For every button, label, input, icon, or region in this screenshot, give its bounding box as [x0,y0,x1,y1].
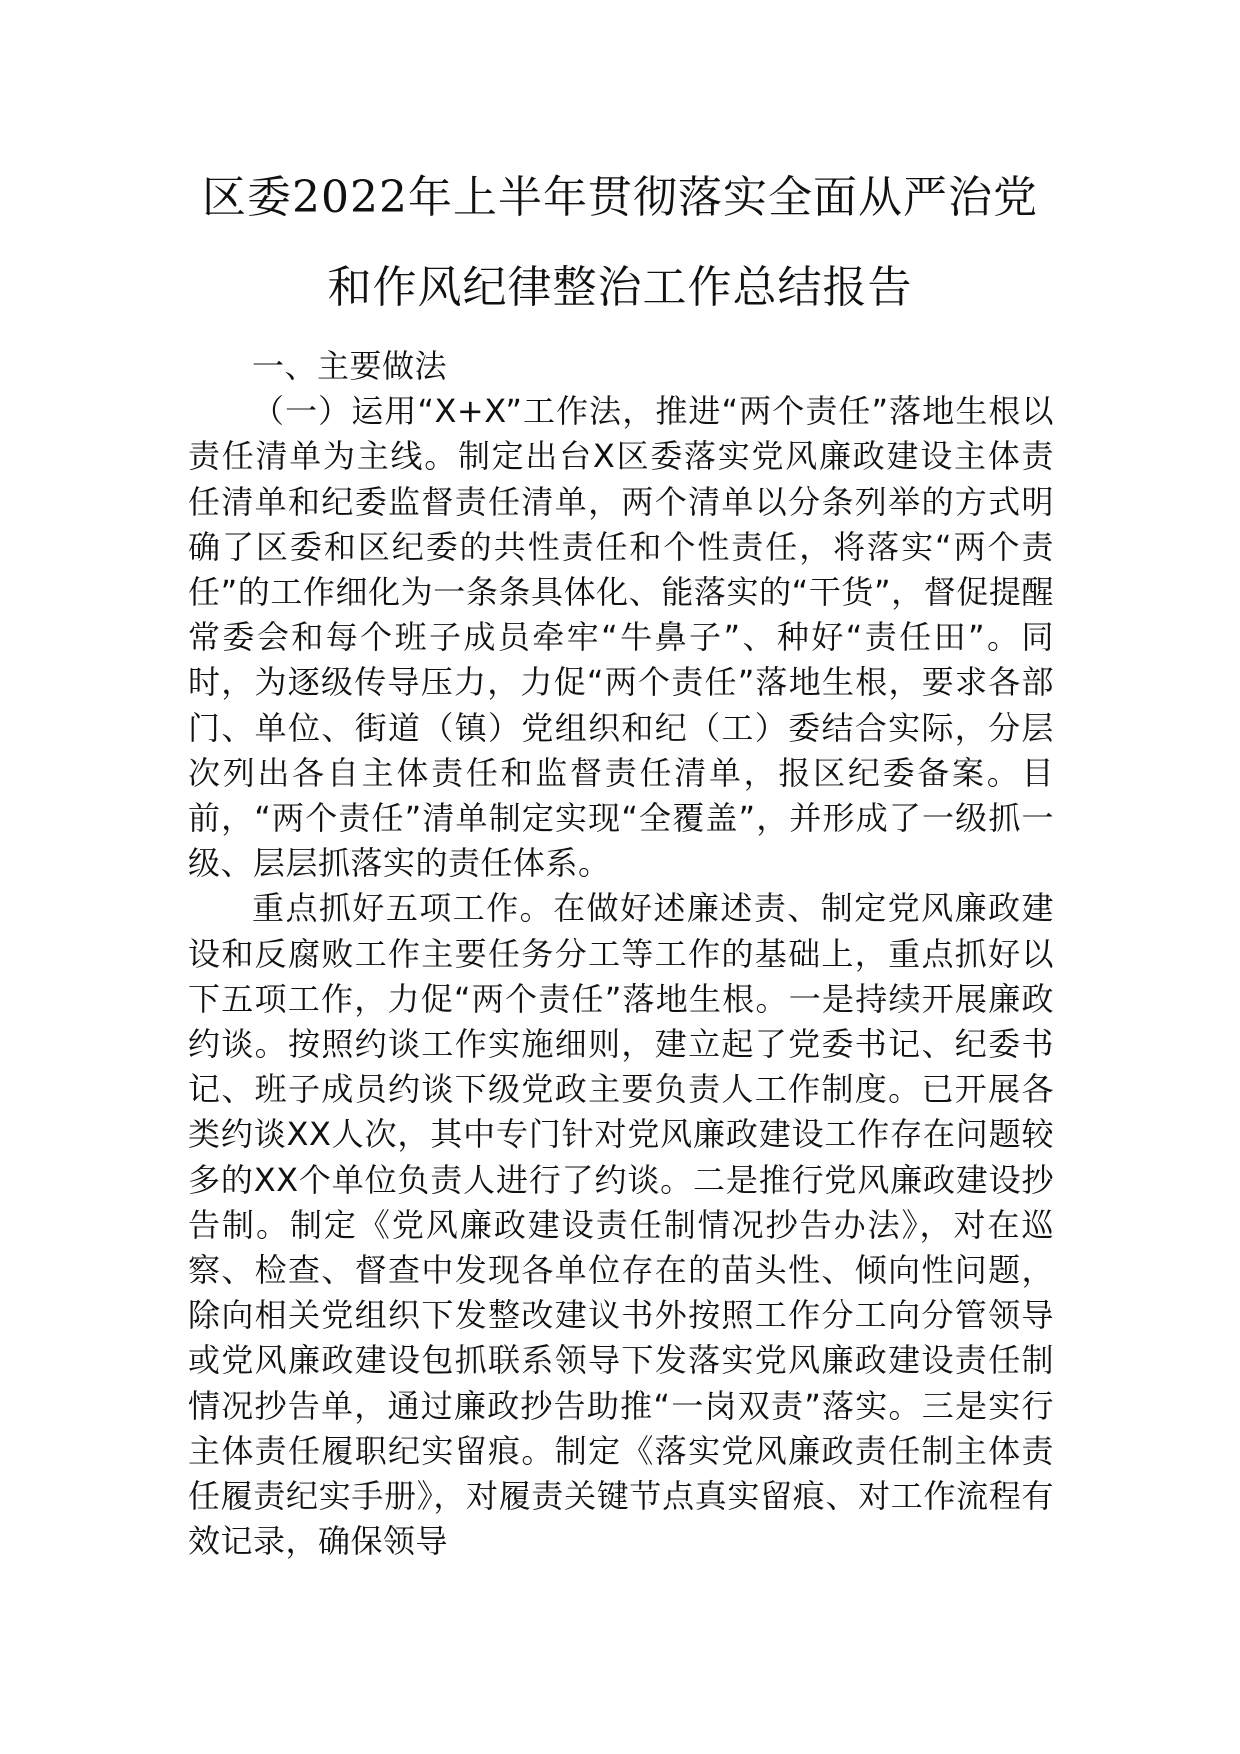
section-heading: 一、主要做法 [252,347,448,385]
paragraph: （一）运用“X+X”工作法，推进“两个责任”落地生根以责任清单为主线。制定出台X区委落实党风廉政建设主体责任清单和纪委监督责任清单，两个清单以分条列举的方式明确了区委和区纪委的共性责任和个性责任，将落实“两个责任”的工作细化为一条条具体化、能落实的“干货”，督促提醒常委会和每个班子成员牵牢“牛鼻子”、种好“责任田”。同时，为逐级传导压力，力促“两个责任”落地生根，要求各部门、单位、街道（镇）党组织和纪（工）委结合实际，分层次列出各自主体责任和监督责任清单，报区纪委备案。目前，“两个责任”清单制定实现“全覆盖”，并形成了一级抓一级、层层抓落实的责任体系。 [188,392,1054,883]
document-body [188,344,1054,1564]
paragraph: 重点抓好五项工作。在做好述廉述责、制定党风廉政建设和反腐败工作主要任务分工等工作的基础上，重点抓好以下五项工作，力促“两个责任”落地生根。一是持续开展廉政约谈。按照约谈工作实施细则，建立起了党委书记、纪委书记、班子成员约谈下级党政主要负责人工作制度。已开展各类约谈XX人次，其中专门针对党风廉政建设工作存在问题较多的XX个单位负责人进行了约谈。二是推行党风廉政建设抄告制。制定《党风廉政建设责任制情况抄告办法》，对在巡察、检查、督查中发现各单位存在的苗头性、倾向性问题，除向相关党组织下发整改建议书外按照工作分工向分管领导或党风廉政建设包抓联系领导下发落实党风廉政建设责任制情况抄告单，通过廉政抄告助推“一岗双责”落实。三是实行主体责任履职纪实留痕。制定《落实党风廉政责任制主体责任履责纪实手册》，对履责关键节点真实留痕、对工作流程有效记录，确保领导 [188,889,1054,1561]
document-title-line-2: 和作风纪律整治工作总结报告 [327,262,913,313]
document-title-line-1: 区委2022年上半年贯彻落实全面从严治党 [202,172,1038,223]
